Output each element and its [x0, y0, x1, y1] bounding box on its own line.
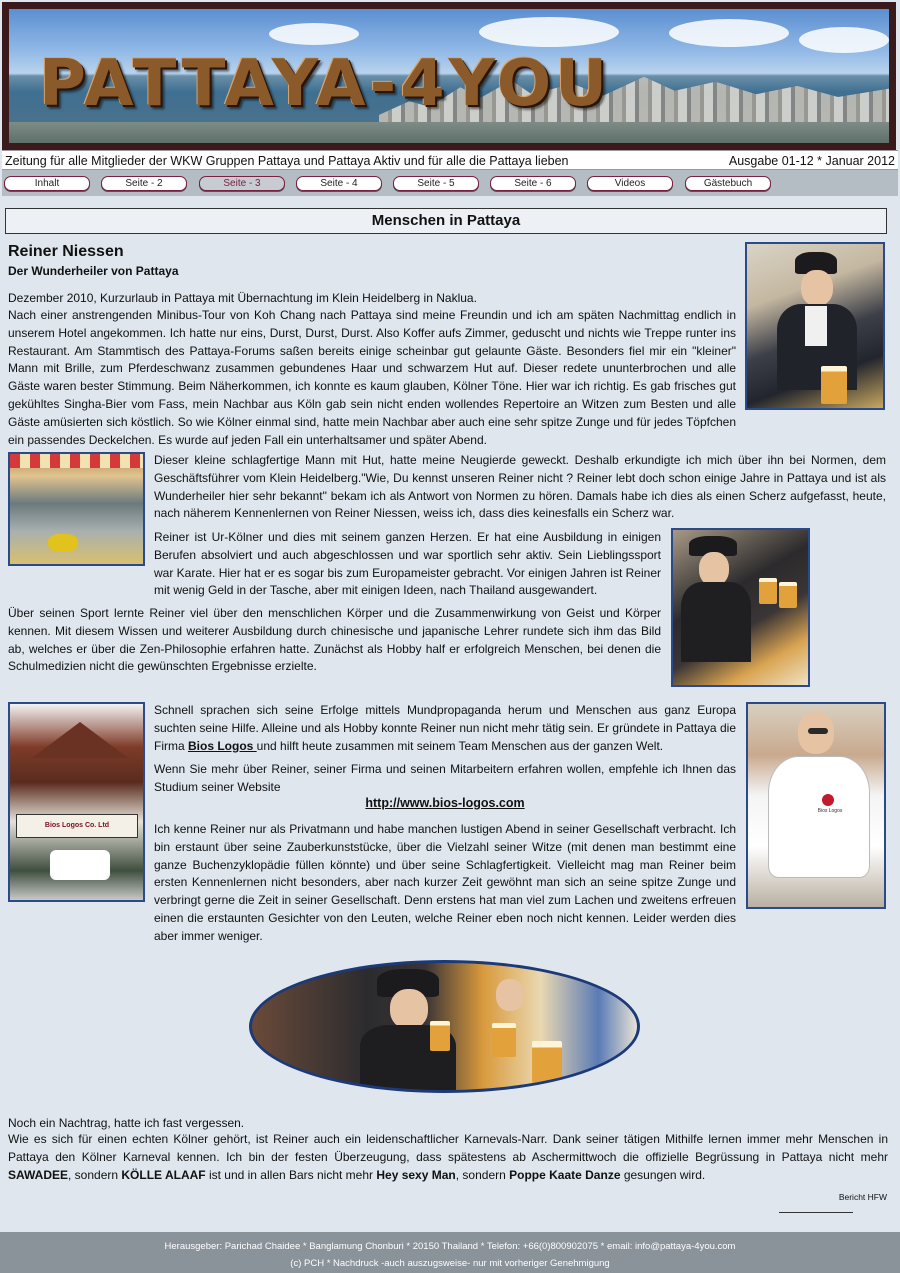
nav-seite-2[interactable]: Seite - 2: [101, 176, 187, 191]
report-author: Bericht HFW: [838, 1192, 887, 1202]
paragraph-7: Wenn Sie mehr über Reiner, seiner Firma und seinen Mitarbeitern erfahren wollen, empfehle ich Ihnen das Studium seiner Website: [154, 762, 736, 794]
paragraph-9: Noch ein Nachtrag, hatte ich fast vergessen.: [8, 1116, 245, 1130]
photo-oval-bar-scene: [249, 960, 640, 1093]
footer-publisher: Herausgeber: Parichad Chaidee * Banglamung Chonburi * 20150 Thailand * Telefon: +66(0)800902075 * email: info@pattaya-4you.com: [164, 1241, 736, 1252]
header-banner: [2, 2, 896, 150]
article-subtitle: Der Wunderheiler von Pattaya: [8, 264, 179, 278]
photo-reiner-bar: [671, 528, 810, 687]
photo-bios-logos-building: [8, 702, 145, 902]
song-poppe-kaate-danze: Poppe Kaate Danze: [509, 1167, 621, 1182]
greeting-koelle-alaaf: KÖLLE ALAAF: [121, 1167, 206, 1182]
tagline: Zeitung für alle Mitglieder der WKW Gruppen Pattaya und Pattaya Aktiv und für alle die Pattaya lieben: [5, 154, 569, 168]
song-hey-sexy-man: Hey sexy Man: [376, 1167, 456, 1182]
shirt-print: Bios Logos: [817, 808, 843, 814]
paragraph-1: Dezember 2010, Kurzurlaub in Pattaya mit Übernachtung im Klein Heidelberg in Naklua.: [8, 291, 477, 305]
nav-inhalt[interactable]: Inhalt: [4, 176, 90, 191]
photo-reiner-karate: [746, 702, 886, 909]
issue-info: Ausgabe 01-12 * Januar 2012: [728, 154, 895, 168]
photo-restaurant: [8, 452, 145, 566]
banner-photo: [9, 9, 889, 143]
main-nav: [2, 170, 898, 196]
paragraph-5: Über seinen Sport lernte Reiner viel über den menschlichen Körper und die Zusammenwirkung von Geist und Körper kennen. Mit diesem Wissen und weiterer Ausbildung durch chinesische und japanische Lehrer rundete sich ihm das Bild ab, welches er über die Zen-Philosophie erfahren hatte. Zunächst als Hobby half er erfolgreich Menschen, bei denen die Schulmedizien nicht die gewünschten Ergebnisse erzielte.: [8, 606, 661, 674]
nav-seite-6[interactable]: Seite - 6: [490, 176, 576, 191]
divider: [779, 1212, 853, 1213]
nav-seite-3[interactable]: Seite - 3: [199, 176, 285, 191]
tagline-bar: [2, 150, 898, 170]
greeting-sawadee: SAWADEE: [8, 1167, 69, 1182]
photo-reiner-hat: [745, 242, 885, 410]
paragraph-3: Dieser kleine schlagfertige Mann mit Hut, hatte meine Neugierde geweckt. Deshalb erkundigte ich mich über ihn bei Normen, dem Geschäftsführer vom Klein Heidelberg."Wie, Du kennst unseren Reiner nicht ? Reiner lebt doch schon einige Jahre in Pattaya und ist als Wunderheiler hier sehr bekannt" bekam ich als Antwort von Normen zu hören. Damals habe ich dies als einen Scherz aufgefasst, heute, nach näherem Kennenlernen von Reiner Niessen, weiss ich, dass dies keinesfalls ein Scherz war.: [154, 453, 886, 521]
page-title: Menschen in Pattaya: [5, 208, 887, 234]
bios-logos-link[interactable]: Bios Logos: [188, 738, 257, 753]
site-logo[interactable]: PATTAYA-4YOU: [39, 47, 612, 121]
footer: [0, 1232, 900, 1273]
paragraph-8: Ich kenne Reiner nur als Privatmann und habe manchen lustigen Abend in seiner Gesellschaft verbracht. Ich bin erstaunt über seine Zauberkunststücke, über die Vielzahl seiner Witze (mit denen man bestimmt eine ganze Buchenzyklopädie füllen könnte) und über seine Schlagfertigkeit. Vielleicht mag man Reiner beim ersten Kennenlernen nicht besonders, aber nach kurzer Zeit gewöhnt man sich an seine spitze Zunge und verbringt gerne die Zeit in seiner Gesellschaft. Denn erstens hat man viel zum Lachen und zweitens erfreuen einen die erstaunten Gesichter von den Leuten, welche Reiner eben noch nicht kennen. Leider werden dies aber immer weniger.: [154, 822, 736, 943]
paragraph-6: Schnell sprachen sich seine Erfolge mittels Mundpropaganda herum und Menschen aus ganz Europa suchten seine Hilfe. Alleine und als Hobby konnte Reiner nun nicht mehr tätig sein. Er gründete in Pattaya die Firma Bios Logos und hilft heute zusammen mit seinem Team Menschen aus der ganzen Welt.: [154, 703, 736, 753]
person-name: Reiner Niessen: [8, 243, 124, 260]
nav-videos[interactable]: Videos: [587, 176, 673, 191]
website-link[interactable]: http://www.bios-logos.com: [365, 796, 525, 810]
bios-logos-sign: Bios Logos Co. Ltd: [16, 814, 138, 838]
nav-seite-5[interactable]: Seite - 5: [393, 176, 479, 191]
paragraph-2: Nach einer anstrengenden Minibus-Tour von Koh Chang nach Pattaya sind meine Freundin und ich am späten Nachmittag endlich in unserem Hotel angekommen. Ich hatte nur eins, Durst, Durst, Durst. Also Koffer aufs Zimmer, geduscht und nichts wie Treppe runter ins Restaurant. Am Stammtisch des Pattaya-Forums saßen bereits einige scheinbar gut gelaunte Gäste. Besonders fiel mir ein "kleiner" Mann mit Brille, zum Pferdeschwanz zusammen gebundenes Haar und schwarzem Hut auf. Dieser redete ununterbrochen und alle Gäste waren bester Stimmung. Beim Näherkommen, ich konnte es kaum glauben, Kölner Töne. Hier war ich richtig. Es gab frisches gut gekühltes Singha-Bier vom Fass, mein Nachbar aus Köln gab sein nicht enden wollendes Repertoire an Witzen zum Besten und alle Gäste amüsierten sich köstlich. So wie Kölner einmal sind, hatte mein Nachbar aber auch eine sehr spitze Zunge und für jedes Töpfchen ein passendes Deckelchen. Es wurde auf jeden Fall ein unterhaltsamer und später Abend.: [8, 308, 736, 447]
footer-copyright: (c) PCH * Nachdruck -auch auszugsweise- nur mit vorheriger Genehmigung: [290, 1258, 610, 1269]
paragraph-10: Wie es sich für einen echten Kölner gehört, ist Reiner auch ein leidenschaftlicher Karnevals-Narr. Dank seiner tätigen Mithilfe lernen immer mehr Menschen in Pattaya den Kölner Karneval kennen. Ich bin der festen Überzeugung, dass spätestens ab Aschermittwoch die offizielle Begrüssung in Pattaya nicht mehr SAWADEE, sondern KÖLLE ALAAF ist und in allen Bars nicht mehr Hey sexy Man, sondern Poppe Kaate Danze gesungen wird.: [8, 1132, 888, 1182]
nav-seite-4[interactable]: Seite - 4: [296, 176, 382, 191]
paragraph-4: Reiner ist Ur-Kölner und dies mit seinem ganzen Herzen. Er hat eine Ausbildung in einigen Berufen absolviert und auch abgeschlossen und war sportlich sehr aktiv. Sein Lieblingssport war Karate. Hier hat er es sogar bis zum Europameister gebracht. Vor einigen Jahren ist Reiner mit wenig Geld in der Tasche, aber mit einigen Ideen, nach Thailand ausgewandert.: [154, 530, 661, 598]
nav-gaestebuch[interactable]: Gästebuch: [685, 176, 771, 191]
